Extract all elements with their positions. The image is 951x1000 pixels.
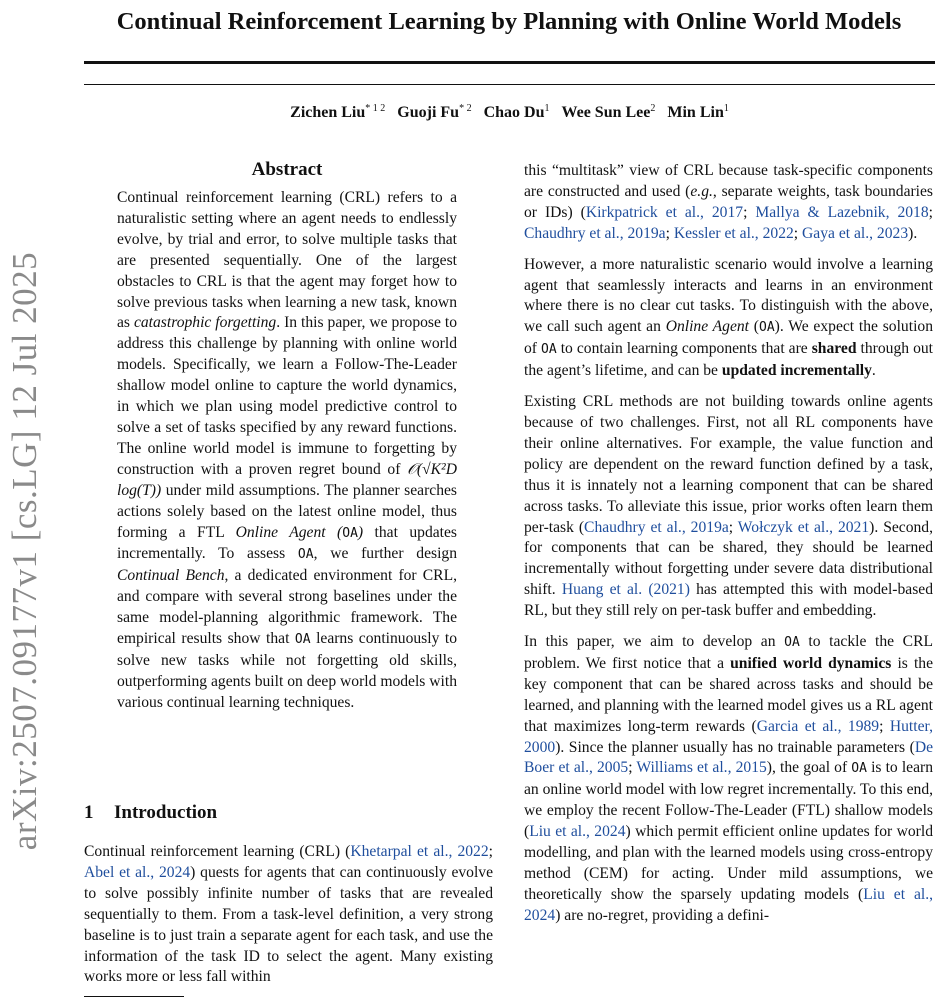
abstract-heading: Abstract: [251, 159, 323, 180]
author: Zichen Liu$^{* 1 2}$: [290, 103, 386, 121]
citation-link[interactable]: Chaudhry et al., 2019a: [584, 518, 729, 536]
paragraph: In this paper, we aim to develop an OA to tackle the CRL problem. We first notice that a unified world dynamics is the key component that can be shared across tasks and should be learned, and planning with the learned model gives us a RL agent that maximizes long-term rewards (Garcia et al., 1989; Hutter, 2000). Since the planner usually has no trainable parameters (De Boer et al., 2005; Williams et al., 2015), the goal of OA is to learn an online world model with low regret incrementally. To this end, we employ the recent Follow-The-Leader (FTL) shallow models (Liu et al., 2024) which permit efficient online updates for world modelling, and plan with the learned models using cross-entropy method (CEM) for acting. Under mild assumptions, we theoretically show the sparsely updating models (Liu et al., 2024) are no-regret, providing a defini-: [524, 633, 934, 924]
citation-link[interactable]: Garcia et al., 1989: [756, 717, 880, 735]
section-heading-introduction: [84, 800, 464, 826]
abstract-body: Continual reinforcement learning (CRL) refers to a naturalistic setting where an agent needs to endlessly evolve, by trial and error, to solve multiple tasks that are presented sequentially. One of the largest obstacles to CRL is that the agent may forget how to solve previous tasks when learning a new task, known as catastrophic forgetting. In this paper, we propose to address this challenge by planning with online world models. Specifically, we learn a Follow-The-Leader shallow model online to capture the world dynamics, in which we plan using model predictive control to solve a set of tasks specified by any reward functions. The online world model is immune to forgetting by construction with a proven regret bound of 𝒪(√K²D log(T)) under mild assumptions. The planner searches actions solely based on the latest online model, thus forming a FTL Online Agent (OA) that updates incrementally. To assess OA, we further design Continual Bench, a dedicated environment for CRL, and compare with several strong baselines under the same model-planning algorithmic framework. The empirical results show that OA learns continuously to solve new tasks while not forgetting old skills, outperforming agents built on deep world models with various continual learning techniques.: [117, 189, 458, 711]
citation-link[interactable]: Williams et al., 2015: [636, 759, 767, 777]
title-bottom-rule: [84, 84, 935, 85]
author: Min Lin$^1$: [667, 103, 729, 121]
citation-link[interactable]: Gaya et al., 2023: [802, 224, 909, 242]
citation-link[interactable]: Liu et al., 2024: [524, 885, 933, 924]
citation-link[interactable]: Hutter, 2000: [524, 717, 933, 756]
footnote-rule: [84, 996, 184, 997]
citation-link[interactable]: Chaudhry et al., 2019a: [524, 224, 666, 242]
author: Chao Du$^1$: [483, 103, 550, 121]
paper-title: Continual Reinforcement Learning by Planning with Online World Models: [116, 8, 902, 35]
title-top-rule: [84, 61, 935, 64]
citation-link[interactable]: Wołczyk et al., 2021: [737, 518, 870, 536]
citation-link[interactable]: Khetarpal et al., 2022: [350, 843, 489, 860]
citation-link[interactable]: Abel et al., 2024: [84, 863, 191, 881]
citation-link[interactable]: Kessler et al., 2022: [673, 224, 794, 242]
citation-link[interactable]: Liu et al., 2024: [529, 823, 626, 841]
arxiv-identifier: arXiv:2507.09177v1 [cs.LG] 12 Jul 2025: [5, 251, 44, 851]
section-title: Introduction: [114, 802, 218, 823]
paragraph: However, a more naturalistic scenario would involve a learning agent that seamlessly interacts and learns in an environment where there is no clear cut tasks. To distinguish with the above, we call such agent an Online Agent (OA). We expect the solution of OA to contain learning components that are shared through out the agent’s lifetime, and can be updated incrementally.: [524, 255, 933, 380]
author-list: [84, 97, 935, 125]
paragraph: Existing CRL methods are not building towards online agents because of two challenges. First, not all RL components have their online alternatives. For example, the value function and policy are dependent on the reward function defined by a task, thus it is innately not a learning component that can be shared across tasks. To alleviate this issue, prior works often learn them per-task (Chaudhry et al., 2019a; Wołczyk et al., 2021). Second, for components that can be shared, they should be learned incrementally without forgetting under severe data distributional shift. Huang et al. (2021) has attempted this with model-based RL, but they still rely on per-task buffer and embedding.: [524, 393, 933, 620]
author: Guoji Fu$^{* 2}$: [397, 103, 472, 121]
section-number: 1: [84, 802, 94, 823]
citation-link[interactable]: Kirkpatrick et al., 2017: [585, 203, 744, 221]
right-column: [524, 161, 933, 937]
author: Wee Sun Lee$^2$: [561, 103, 656, 121]
citation-link[interactable]: Huang et al. (2021): [561, 581, 690, 599]
regret-bound-math: 𝒪(√K²D log(T)): [117, 460, 457, 499]
paragraph: this “multitask” view of CRL because task-specific components are constructed and used (e.g., separate weights, task boundaries or IDs) (Kirkpatrick et al., 2017; Mallya & Lazebnik, 2018; Chaudhry et al., 2019a; Kessler et al., 2022; Gaya et al., 2023).: [524, 162, 933, 242]
citation-link[interactable]: De Boer et al., 2005: [524, 738, 933, 777]
introduction-paragraph: Continual reinforcement learning (CRL) (Khetarpal et al., 2022; Abel et al., 2024) quests for agents that can continuously evolve to solve possibly infinite number of tasks that are revealed sequentially to them. From a task-level definition, a very strong baseline is to just train a separate agent for each task, and use the information of the task ID to select the agent. Many existing works more or less fall within: [84, 843, 494, 986]
citation-link[interactable]: Mallya & Lazebnik, 2018: [755, 203, 929, 221]
